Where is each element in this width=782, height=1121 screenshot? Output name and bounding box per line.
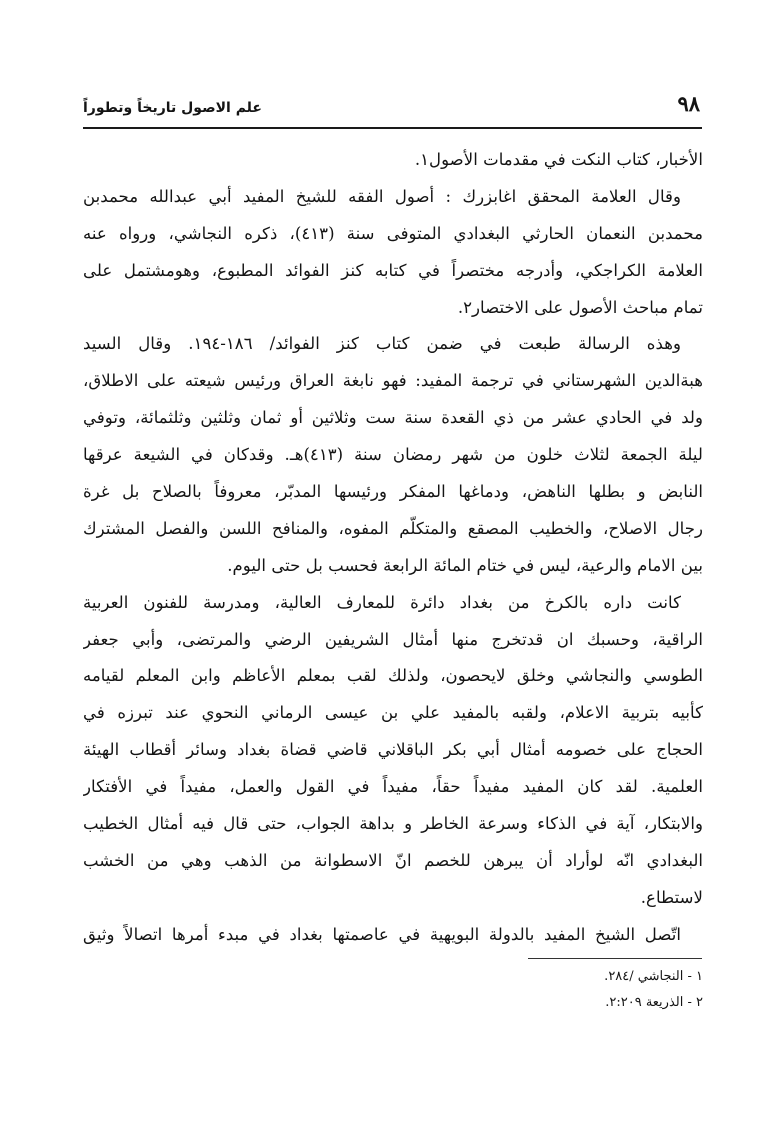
text-line: كأبيه بتربية الاعلام، ولقبه بالمفيد علي بن عيسى الرماني النحوي عند تبرزه في [83,703,703,723]
footnote: ٢ - الذريعة ٢:٢٠٩. [605,995,703,1010]
text-line: ليلة الجمعة لثلاث خلون من شهر رمضان سنة (٤١٣)هـ. وقدكان في الشيعة عرقها [83,445,703,465]
text-line: الأخبار، كتاب النكت في مقدمات الأصول١. [414,150,703,169]
text-line: لاستطاع. [640,887,703,907]
page-header [83,92,700,124]
footnotes [83,964,703,1016]
text-line: العلمية. لقد كان المفيد مفيداً حقاً، مفيداً في القول والعمل، مفيداً في الأفتكار [83,777,703,797]
text-line: العلامة الكراجكي، وأدرجه مختصراً في كتابه كنز الفوائد المطبوع، وهومشتمل على [83,260,703,280]
page-number: ٩٨ [677,91,700,116]
body-text [83,142,703,954]
text-line: كانت داره بالكرخ من بغداد دائرة للمعارف العالية، ومدرسة للفنون العربية [83,592,681,612]
text-line: الحجاج على خصومه أمثال أبي بكر الباقلاني قاضي قضاة بغداد وسائر أقطاب الهيئة [83,740,703,760]
text-line: رجال الاصلاح، والخطيب المصقع والمتكلّم المفوه، والمنافح اللسن والفصل المشترك [83,518,703,538]
text-line: البغدادي انّه لوأراد أن يبرهن للخصم انّ الاسطوانة من الذهب وهي من الخشب [83,850,703,870]
header-rule [83,127,702,129]
text-line: ولد في الحادي عشر من ذي القعدة سنة ست وثلاثين أو ثمان وثلثين وثلثمائة، وتوفي [83,408,703,428]
text-line: وقال العلامة المحقق اغابزرك : أصول الفقه للشيخ المفيد أبي عبدالله محمدبن [83,186,681,206]
text-line: الراقية، وحسبك ان قدتخرج منها أمثال الشريفين الرضي والمرتضى، وأبي جعفر [83,629,703,649]
text-line: الطوسي والنجاشي وخلق لايحصون، ولذلك لقب بمعلم الأعاظم وابن المعلم لقيامه [83,666,703,686]
text-line: هبةالدين الشهرستاني في ترجمة المفيد: فهو نابغة العراق ورئيس شيعته على الاطلاق، [83,371,703,391]
footnote: ١ - النجاشي /٢٨٤. [604,969,703,984]
text-line: وهذه الرسالة طبعت في ضمن كتاب كنز الفوائد/ ١٨٦-١٩٤. وقال السيد [83,334,681,354]
running-title: علم الاصول تاريخاً وتطوراً [83,100,262,116]
text-line: تمام مباحث الأصول على الاختصار٢. [457,297,703,317]
text-line: بين الامام والرعية، ليس في ختام المائة الرابعة فحسب بل حتى اليوم. [227,555,703,575]
footnote-rule [528,958,702,959]
text-line: والابتكار، آية في الذكاء وسرعة الخاطر و بداهة الجواب، حتى قال فيه أمثال الخطيب [83,814,703,834]
text-line: اتّصل الشيخ المفيد بالدولة البويهية في عاصمتها بغداد في مبدء أمرها اتصالاً وثيق [83,924,681,944]
text-line: محمدبن النعمان الحارثي البغدادي المتوفى سنة (٤١٣)، ذكره النجاشي، ورواه عنه [83,223,703,243]
text-line: النابض و بطلها الناهض، ودماغها المفكر ورئيسها المدبّر، معروفاً بالصلاح بل غرة [83,482,703,502]
